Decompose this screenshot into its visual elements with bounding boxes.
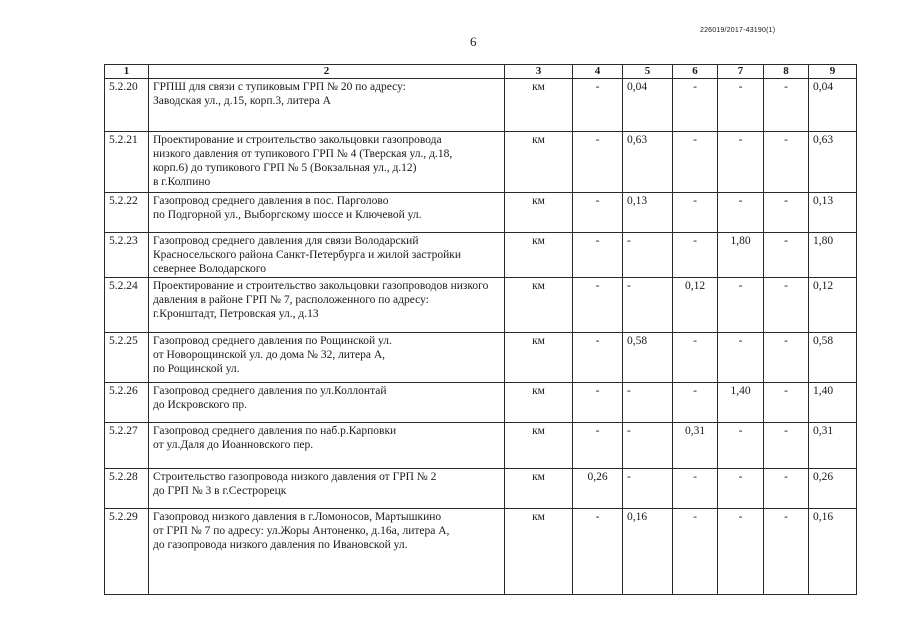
value-cell-col7: - [718, 79, 764, 132]
description-line: Газопровод среднего давления по наб.р.Карповки [153, 425, 397, 437]
row-number-cell: 5.2.25 [105, 333, 149, 383]
column-header: 5 [623, 65, 673, 79]
page-number: 6 [470, 34, 477, 49]
value-cell-col6: - [673, 469, 718, 509]
value-cell-col8: - [764, 233, 809, 278]
value-cell-col7: - [718, 333, 764, 383]
description-line: Красносельского района Санкт-Петербурга и жилой застройки [153, 249, 462, 261]
description-line: г.Кронштадт, Петровская ул., д.13 [153, 308, 319, 320]
value-cell-col5: - [623, 423, 673, 469]
value-cell-col5: - [623, 383, 673, 423]
row-number-cell: 5.2.23 [105, 233, 149, 278]
table-row [105, 132, 857, 193]
description-line: Проектирование и строительство закольцовки газопровода [153, 134, 442, 146]
column-header: 8 [764, 65, 809, 79]
value-cell-col6: 0,12 [673, 278, 718, 333]
description-line: в г.Колпино [153, 176, 211, 188]
value-cell-col8: - [764, 423, 809, 469]
column-header: 1 [105, 65, 149, 79]
row-number-cell: 5.2.24 [105, 278, 149, 333]
value-cell-col5: - [623, 233, 673, 278]
row-number-cell: 5.2.27 [105, 423, 149, 469]
value-cell-col7: - [718, 193, 764, 233]
row-description-cell [149, 333, 505, 383]
row-description-cell [149, 509, 505, 595]
value-cell-col6: - [673, 132, 718, 193]
unit-cell: км [505, 423, 573, 469]
table-row [105, 469, 857, 509]
unit-cell: км [505, 132, 573, 193]
description-line: Газопровод среднего давления для связи Володарский [153, 235, 419, 247]
unit-cell: км [505, 79, 573, 132]
unit-cell: км [505, 333, 573, 383]
value-cell-col7: - [718, 469, 764, 509]
value-cell-col4: - [573, 233, 623, 278]
total-cell: 0,31 [809, 423, 857, 469]
row-description-cell [149, 469, 505, 509]
value-cell-col8: - [764, 132, 809, 193]
row-number-cell: 5.2.26 [105, 383, 149, 423]
total-cell: 0,63 [809, 132, 857, 193]
unit-cell: км [505, 383, 573, 423]
unit-cell: км [505, 193, 573, 233]
row-description-cell [149, 383, 505, 423]
total-cell: 0,04 [809, 79, 857, 132]
table-row [105, 79, 857, 132]
description-line: корп.6) до тупикового ГРП № 5 (Вокзальная ул., д.12) [153, 162, 417, 174]
row-description-cell [149, 423, 505, 469]
value-cell-col4: - [573, 79, 623, 132]
value-cell-col7: 1,80 [718, 233, 764, 278]
total-cell: 0,26 [809, 469, 857, 509]
description-line: Газопровод низкого давления в г.Ломоносов, Мартышкино [153, 511, 442, 523]
total-cell: 0,12 [809, 278, 857, 333]
column-header: 9 [809, 65, 857, 79]
value-cell-col6: 0,31 [673, 423, 718, 469]
row-number-cell: 5.2.20 [105, 79, 149, 132]
value-cell-col8: - [764, 278, 809, 333]
column-header: 3 [505, 65, 573, 79]
total-cell: 0,16 [809, 509, 857, 595]
value-cell-col8: - [764, 79, 809, 132]
table-body [105, 79, 857, 595]
description-line: Строительство газопровода низкого давления от ГРП № 2 [153, 471, 437, 483]
value-cell-col7: 1,40 [718, 383, 764, 423]
document-code: 226019/2017-43190(1) [700, 27, 776, 34]
value-cell-col4: 0,26 [573, 469, 623, 509]
value-cell-col5: 0,58 [623, 333, 673, 383]
description-line: севернее Володарского [153, 263, 266, 275]
value-cell-col4: - [573, 423, 623, 469]
value-cell-col6: - [673, 193, 718, 233]
description-line: по Подгорной ул., Выборгскому шоссе и Ключевой ул. [153, 209, 422, 221]
total-cell: 1,80 [809, 233, 857, 278]
gas-pipeline-table [104, 64, 857, 595]
total-cell: 1,40 [809, 383, 857, 423]
table-row [105, 383, 857, 423]
value-cell-col4: - [573, 509, 623, 595]
value-cell-col4: - [573, 383, 623, 423]
value-cell-col5: - [623, 278, 673, 333]
row-description-cell [149, 233, 505, 278]
row-description-cell [149, 278, 505, 333]
value-cell-col4: - [573, 193, 623, 233]
value-cell-col5: 0,16 [623, 509, 673, 595]
value-cell-col6: - [673, 333, 718, 383]
table-header-row [105, 65, 857, 79]
value-cell-col5: - [623, 469, 673, 509]
description-line: Проектирование и строительство закольцовки газопроводов низкого [153, 280, 489, 292]
table-row [105, 333, 857, 383]
table-row [105, 278, 857, 333]
value-cell-col5: 0,04 [623, 79, 673, 132]
value-cell-col8: - [764, 333, 809, 383]
column-header: 7 [718, 65, 764, 79]
description-line: от ГРП № 7 по адресу: ул.Жоры Антоненко, д.16а, литера А, [153, 525, 450, 537]
value-cell-col6: - [673, 233, 718, 278]
description-line: от Новорощинской ул. до дома № 32, литера А, [153, 349, 386, 361]
row-description-cell [149, 132, 505, 193]
unit-cell: км [505, 278, 573, 333]
total-cell: 0,13 [809, 193, 857, 233]
value-cell-col5: 0,13 [623, 193, 673, 233]
value-cell-col8: - [764, 469, 809, 509]
value-cell-col6: - [673, 383, 718, 423]
value-cell-col8: - [764, 509, 809, 595]
column-header: 6 [673, 65, 718, 79]
column-header: 2 [149, 65, 505, 79]
total-cell: 0,58 [809, 333, 857, 383]
row-number-cell: 5.2.28 [105, 469, 149, 509]
description-line: по Рощинской ул. [153, 363, 240, 375]
description-line: до ГРП № 3 в г.Сестрорецк [153, 485, 287, 497]
value-cell-col6: - [673, 509, 718, 595]
value-cell-col5: 0,63 [623, 132, 673, 193]
value-cell-col4: - [573, 333, 623, 383]
description-line: Заводская ул., д.15, корп.3, литера А [153, 95, 331, 107]
unit-cell: км [505, 509, 573, 595]
value-cell-col4: - [573, 132, 623, 193]
value-cell-col7: - [718, 132, 764, 193]
value-cell-col7: - [718, 278, 764, 333]
description-line: низкого давления от тупикового ГРП № 4 (Тверская ул., д.18, [153, 148, 453, 160]
table-row [105, 233, 857, 278]
table-row [105, 193, 857, 233]
row-description-cell [149, 193, 505, 233]
value-cell-col8: - [764, 193, 809, 233]
column-header: 4 [573, 65, 623, 79]
unit-cell: км [505, 233, 573, 278]
table-row [105, 423, 857, 469]
value-cell-col6: - [673, 79, 718, 132]
value-cell-col8: - [764, 383, 809, 423]
description-line: от ул.Даля до Иоанновского пер. [153, 439, 314, 451]
value-cell-col7: - [718, 509, 764, 595]
row-description-cell [149, 79, 505, 132]
description-line: Газопровод среднего давления по ул.Коллонтай [153, 385, 387, 397]
row-number-cell: 5.2.21 [105, 132, 149, 193]
unit-cell: км [505, 469, 573, 509]
row-number-cell: 5.2.22 [105, 193, 149, 233]
description-line: давления в районе ГРП № 7, расположенного по адресу: [153, 294, 429, 306]
description-line: ГРПШ для связи с тупиковым ГРП № 20 по адресу: [153, 81, 406, 93]
description-line: Газопровод среднего давления в пос. Парголово [153, 195, 389, 207]
description-line: Газопровод среднего давления по Рощинской ул. [153, 335, 392, 347]
description-line: до Искровского пр. [153, 399, 248, 411]
table-row [105, 509, 857, 595]
description-line: до газопровода низкого давления по Ивановской ул. [153, 539, 408, 551]
value-cell-col7: - [718, 423, 764, 469]
row-number-cell: 5.2.29 [105, 509, 149, 595]
value-cell-col4: - [573, 278, 623, 333]
